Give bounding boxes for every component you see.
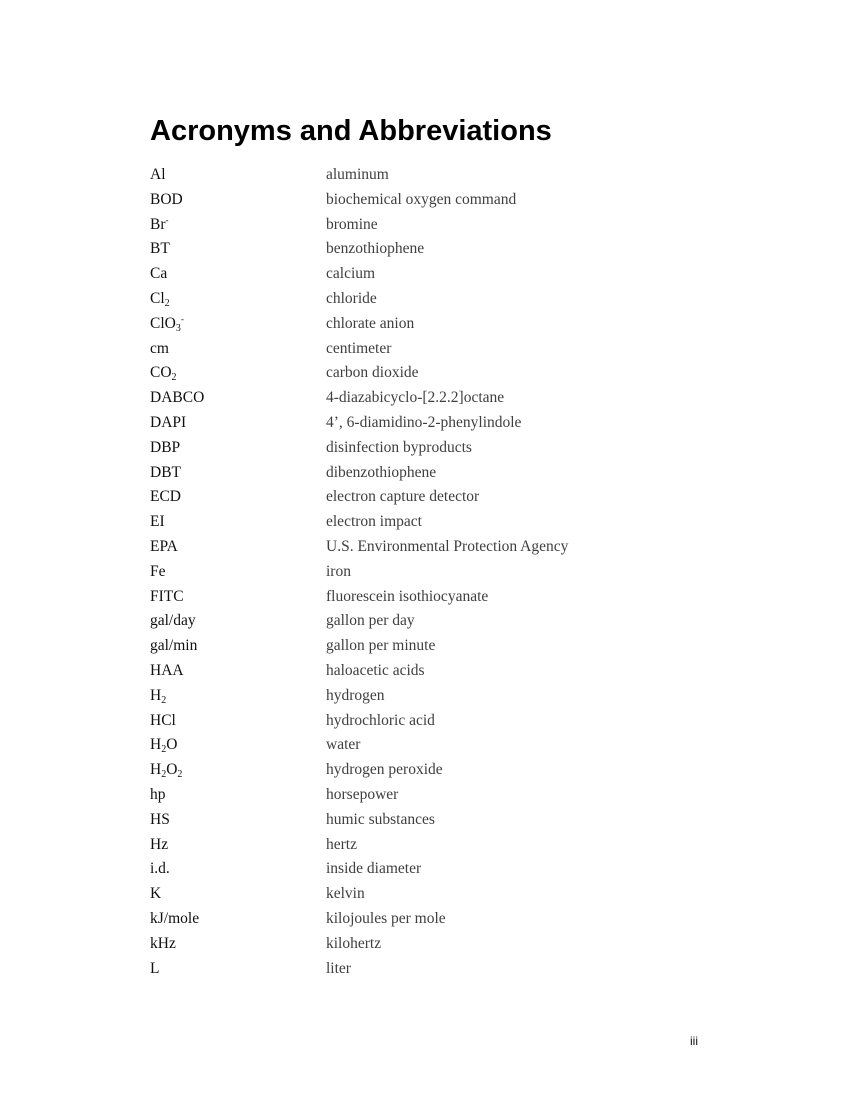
abbreviation-term (150, 907, 199, 932)
abbreviation-term-part: 2 (177, 769, 183, 781)
list-item (150, 709, 710, 734)
abbreviation-term (150, 163, 166, 188)
abbreviation-definition: inside diameter (326, 860, 422, 878)
abbreviation-definition: gallon per minute (326, 637, 436, 655)
abbreviation-definition: disinfection byproducts (326, 438, 472, 456)
abbreviation-term-part: kHz (150, 934, 176, 952)
abbreviation-definition: iron (326, 562, 351, 580)
list-item (150, 882, 710, 907)
abbreviation-term-part: Hz (150, 835, 169, 853)
abbreviation-term (150, 957, 159, 982)
abbreviation-definition: fluorescein isothiocyanate (326, 587, 489, 605)
abbreviation-term-part: K (150, 885, 162, 903)
abbreviation-definition: hydrogen peroxide (326, 761, 443, 779)
abbreviation-definition: 4-diazabicyclo-[2.2.2]octane (326, 389, 505, 407)
list-item (150, 411, 710, 436)
abbreviation-term-part: DBT (150, 463, 181, 481)
list-item (150, 609, 710, 634)
abbreviation-term (150, 733, 177, 758)
abbreviation-term (150, 783, 166, 808)
abbreviation-term-part: H (150, 736, 162, 754)
abbreviation-term (150, 411, 186, 436)
abbreviation-term-part: Br (150, 215, 166, 233)
abbreviation-term (150, 337, 169, 362)
list-item (150, 386, 710, 411)
abbreviation-term (150, 609, 196, 634)
abbreviation-term-part: HCl (150, 711, 176, 729)
abbreviation-definition: kilohertz (326, 934, 382, 952)
abbreviation-term (150, 510, 165, 535)
abbreviation-term-part: hp (150, 785, 166, 803)
abbreviation-definition: centimeter (326, 339, 392, 357)
abbreviation-term-part: 2 (161, 694, 167, 706)
abbreviation-definition: bromine (326, 215, 378, 233)
abbreviation-term-part: 2 (161, 769, 167, 781)
abbreviation-term (150, 709, 176, 734)
abbreviation-term-part: CO (150, 364, 172, 382)
abbreviation-definition: dibenzothiophene (326, 463, 437, 481)
abbreviation-definition: kelvin (326, 885, 365, 903)
abbreviation-term (150, 560, 166, 585)
list-item (150, 361, 710, 386)
abbreviation-term (150, 386, 204, 411)
abbreviation-term-part: BOD (150, 190, 183, 208)
list-item (150, 237, 710, 262)
abbreviation-definition: hertz (326, 835, 357, 853)
abbreviation-term-part: BT (150, 240, 170, 258)
list-item (150, 337, 710, 362)
abbreviation-term (150, 436, 180, 461)
abbreviation-term (150, 634, 197, 659)
abbreviation-term-part: i.d. (150, 860, 170, 878)
abbreviation-term (150, 684, 166, 709)
abbreviation-term (150, 585, 184, 610)
list-item (150, 312, 710, 337)
abbreviation-term (150, 535, 178, 560)
abbreviation-definition: benzothiophene (326, 240, 425, 258)
list-item (150, 262, 710, 287)
abbreviation-term-part: kJ/mole (150, 909, 200, 927)
list-item (150, 585, 710, 610)
list-item (150, 287, 710, 312)
abbreviation-term-part: FITC (150, 587, 184, 605)
list-item (150, 461, 710, 486)
list-item (150, 510, 710, 535)
abbreviation-term (150, 833, 168, 858)
abbreviation-term-part: Fe (150, 562, 166, 580)
abbreviation-definition: biochemical oxygen command (326, 190, 517, 208)
abbreviation-term (150, 808, 170, 833)
abbreviation-definition: horsepower (326, 785, 399, 803)
abbreviation-term-part: 3 (175, 322, 181, 334)
list-item (150, 808, 710, 833)
list-item (150, 857, 710, 882)
abbreviation-definition: gallon per day (326, 612, 415, 630)
abbreviation-term (150, 659, 184, 684)
abbreviation-term-part: gal/min (150, 637, 198, 655)
abbreviation-term-part: H (150, 761, 162, 779)
list-item (150, 634, 710, 659)
abbreviation-term-part: DABCO (150, 389, 205, 407)
list-item (150, 783, 710, 808)
list-item (150, 733, 710, 758)
abbreviation-term-part: Al (150, 166, 166, 183)
abbreviation-term (150, 237, 170, 262)
list-item (150, 833, 710, 858)
abbreviation-definition: electron impact (326, 513, 422, 531)
abbreviation-term-part: cm (150, 339, 169, 357)
abbreviation-term-part: HAA (150, 661, 184, 679)
page-number: iii (690, 1034, 698, 1048)
abbreviation-term (150, 213, 169, 238)
abbreviation-term-part: 2 (171, 372, 177, 384)
abbreviation-definition: carbon dioxide (326, 364, 419, 382)
abbreviation-definition: hydrochloric acid (326, 711, 435, 729)
list-item (150, 188, 710, 213)
list-item (150, 932, 710, 957)
abbreviation-term-part: DAPI (150, 413, 187, 431)
list-item (150, 436, 710, 461)
abbreviation-term-part: HS (150, 810, 170, 828)
abbreviation-term-part: Ca (150, 265, 168, 283)
list-item (150, 684, 710, 709)
list-item (150, 535, 710, 560)
abbreviation-term-part: ECD (150, 488, 181, 506)
abbreviation-definition: humic substances (326, 810, 435, 828)
page-title: Acronyms and Abbreviations (150, 115, 552, 147)
abbreviation-term-part: Cl (150, 289, 165, 307)
list-item (150, 758, 710, 783)
abbreviation-term-part: DBP (150, 438, 181, 456)
abbreviation-term (150, 312, 184, 337)
abbreviation-term (150, 758, 182, 783)
abbreviation-term-part: O (166, 761, 178, 779)
abbreviation-term-part: - (180, 313, 184, 324)
abbreviation-definition: electron capture detector (326, 488, 480, 506)
abbreviation-definition: aluminum (326, 166, 389, 183)
abbreviation-term (150, 857, 170, 882)
abbreviation-term-part: L (150, 959, 160, 977)
abbreviation-definition: kilojoules per mole (326, 909, 446, 927)
abbreviation-definition: hydrogen (326, 686, 385, 704)
abbreviation-term (150, 882, 161, 907)
abbreviation-term-part: gal/day (150, 612, 196, 630)
abbreviation-definition: chloride (326, 289, 377, 307)
abbreviation-term-part: ClO (150, 314, 176, 332)
abbreviation-term (150, 485, 181, 510)
list-item (150, 163, 710, 188)
abbreviation-term-part: 2 (161, 744, 167, 756)
abbreviation-definition: haloacetic acids (326, 661, 425, 679)
abbreviation-term-part: 2 (164, 297, 170, 309)
list-item (150, 485, 710, 510)
abbreviation-definition: liter (326, 959, 351, 977)
abbreviation-term (150, 932, 176, 957)
list-item (150, 659, 710, 684)
abbreviation-definition: calcium (326, 265, 376, 283)
abbreviation-definition: 4’, 6-diamidino-2-phenylindole (326, 413, 522, 431)
abbreviation-term (150, 188, 183, 213)
abbreviation-term-part: - (165, 214, 169, 225)
abbreviation-term (150, 262, 167, 287)
abbreviation-term (150, 361, 177, 386)
list-item (150, 213, 710, 238)
abbreviation-term (150, 461, 181, 486)
abbreviation-list (150, 163, 710, 981)
list-item (150, 907, 710, 932)
list-item (150, 560, 710, 585)
list-item (150, 957, 710, 982)
abbreviation-definition: U.S. Environmental Protection Agency (326, 537, 569, 555)
abbreviation-term-part: EI (150, 513, 165, 531)
abbreviation-term (150, 287, 170, 312)
abbreviation-term-part: O (166, 736, 178, 754)
abbreviation-definition: water (326, 736, 361, 754)
abbreviation-term-part: EPA (150, 537, 178, 555)
abbreviation-definition: chlorate anion (326, 314, 415, 332)
abbreviation-term-part: H (150, 686, 162, 704)
